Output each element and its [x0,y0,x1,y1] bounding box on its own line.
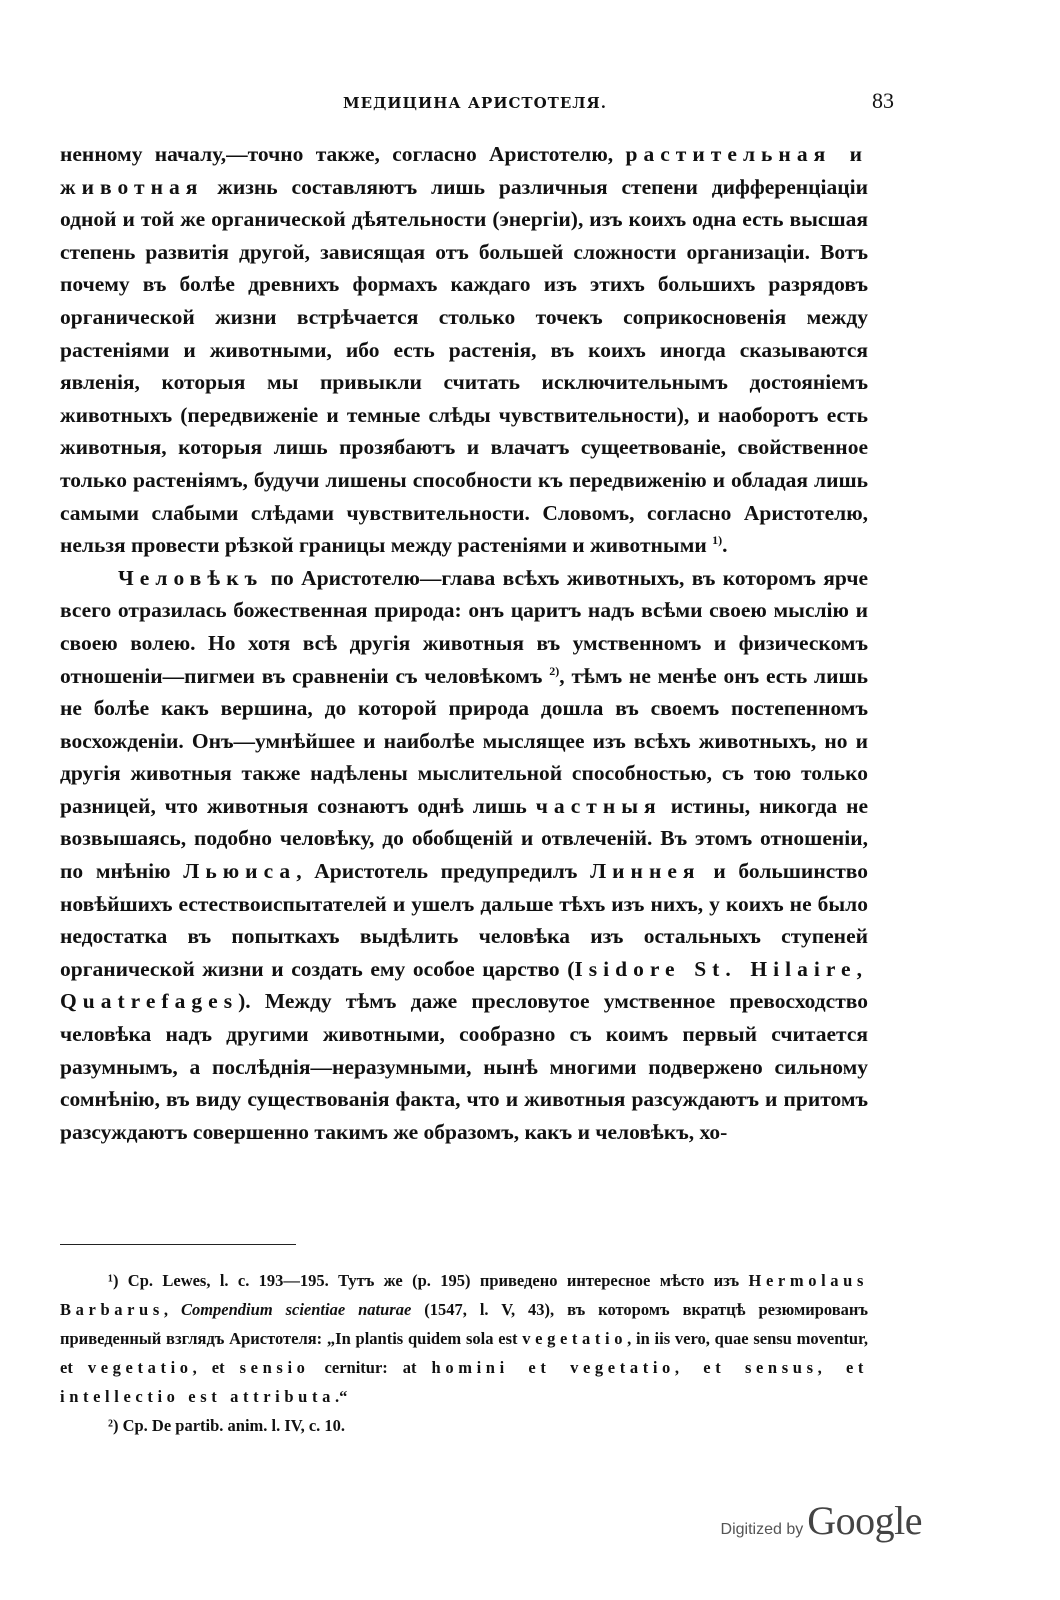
paragraph-1 [60,138,868,562]
text-run: , in iis vero, quae sensu moventur, et [60,1329,868,1377]
spaced-emphasis: Человѣкъ [118,565,264,590]
text-run: . [722,533,728,558]
footnotes [60,1266,868,1440]
footnote-1 [60,1266,868,1411]
text-run: ). Между тѣмъ даже пресловутое умственное превосходство человѣка надъ другими животными, сообразно съ коимъ первый считается разумнымъ, а послѣднія—неразумными, нынѣ многими подвержено сильному сомнѣнію, въ виду существованія факта, что и животныя разсуждаютъ и притомъ разсуждаютъ совершенно такимъ же образомъ, какъ и человѣкъ, хо- [60,989,868,1144]
text-run: и большинство новѣйшихъ естествоиспытателей и ушелъ дальше тѣхъ изъ нихъ, у коихъ не было недостатка въ попыткахъ выдѣлить человѣка изъ остальныхъ ступеней органической жизни и создать ему особое царство ( [60,859,869,981]
running-title: МЕДИЦИНА АРИСТОТЕЛЯ. [343,94,607,112]
digitized-by-text: Digitized by [720,1521,804,1538]
spaced-emphasis: sensio [239,1358,310,1377]
spaced-emphasis: Isidore St. Hilaire, Quatrefages [60,956,868,1014]
text-run: жизнь составляютъ лишь различныя степени дифференціаціи одной и той же органической дѣятельности (энергіи), изъ коихъ одна есть высшая степень развитія другой, зависящая отъ большей сложности организаціи. Вотъ почему въ болѣе древнихъ формахъ каждаго изъ этихъ большихъ разрядовъ органической жизни встрѣчается столько точекъ соприкосновенія между растеніями и животными, ибо есть растенія, въ коихъ иногда сказываются явленія, которыя мы привыкли считать исключительнымъ достояніемъ животныхъ (передвиженіе и темные слѣды чувствительности), и наоборотъ есть животныя, которыя лишь прозябаютъ и влачатъ сущеетвованіе, свойственное только растеніямъ, будучи лишены способности къ передвиженію и обладая лишь самыми слабыми слѣдами чувствительности. Словомъ, согласно Аристотелю, нельзя провести рѣзкой границы между растеніями и животными [60,174,869,558]
text-run: (1547, l. V, 43), въ которомъ вкратцѣ резюмированъ приведенный взглядъ Аристотеля: „In plantis quidem sola est [60,1300,869,1348]
text-run: .“ [334,1387,348,1406]
text-run: ненному началу,—точно также, согласно Аристотелю, [60,142,614,166]
text-run: , Аристотель предупредилъ [296,859,578,884]
spaced-emphasis: Линнея [590,859,701,884]
spaced-emphasis: растительная и животная [60,142,869,199]
footnote-ref-2[interactable]: 2) [549,663,560,678]
page-number: 83 [872,88,894,113]
footnote-2: ²) Ср. De partib. anim. l. IV, c. 10. [108,1416,346,1435]
text-run: по Аристотелю—глава всѣхъ животныхъ, въ которомъ ярче всего отразилась божественная природа: онъ царитъ надъ всѣми своею мыслію и своею волею. Но хотя всѣ другія животныя въ умственномъ и физическомъ отношеніи—пигмеи въ сравненіи съ человѣкомъ [60,565,869,688]
spaced-emphasis: Льюиса [183,859,297,884]
google-logo: Google [807,1498,922,1543]
footnote-ref-1[interactable]: 1) [712,532,723,547]
text-run: cernitur: at [324,1358,417,1377]
spaced-emphasis: частныя [535,793,662,818]
text-run: истины, никогда не возвышаясь, подобно человѣку, до обобщеній и отвлеченій. Въ этомъ отношеніи, по мнѣнію [60,793,869,884]
page-header [60,88,894,118]
text-run: , тѣмъ не менѣе онъ есть лишь не болѣе какъ вершина, до которой природа дошла въ своемъ постепенномъ восхожденіи. Онъ—умнѣйшее и наиболѣе мыслящее изъ всѣхъ животныхъ, но и другія животныя также надѣлены мыслительной способностью, съ тою только разницей, что животныя сознаютъ однѣ лишь [60,663,869,818]
paragraph-2 [60,562,868,1149]
spaced-emphasis: Hermolaus Barbarus [60,1271,868,1319]
text-run: ¹) Ср. Lewes, l. c. 193—195. Тутъ же (р. 195) приведено интересное мѣсто изъ [108,1271,740,1290]
main-text [60,138,868,1148]
italic-title: Compendium scientiae naturae [180,1300,412,1319]
spaced-emphasis: homini et vegetatio, et sensus, et intellectio est attributa [60,1358,869,1406]
text-run: , [163,1300,169,1319]
footnote-divider [60,1244,296,1245]
spaced-emphasis: vegetatio [522,1329,628,1348]
text-run: , et [192,1358,225,1377]
spaced-emphasis: vegetatio [87,1358,193,1377]
digitized-watermark [721,1497,922,1547]
